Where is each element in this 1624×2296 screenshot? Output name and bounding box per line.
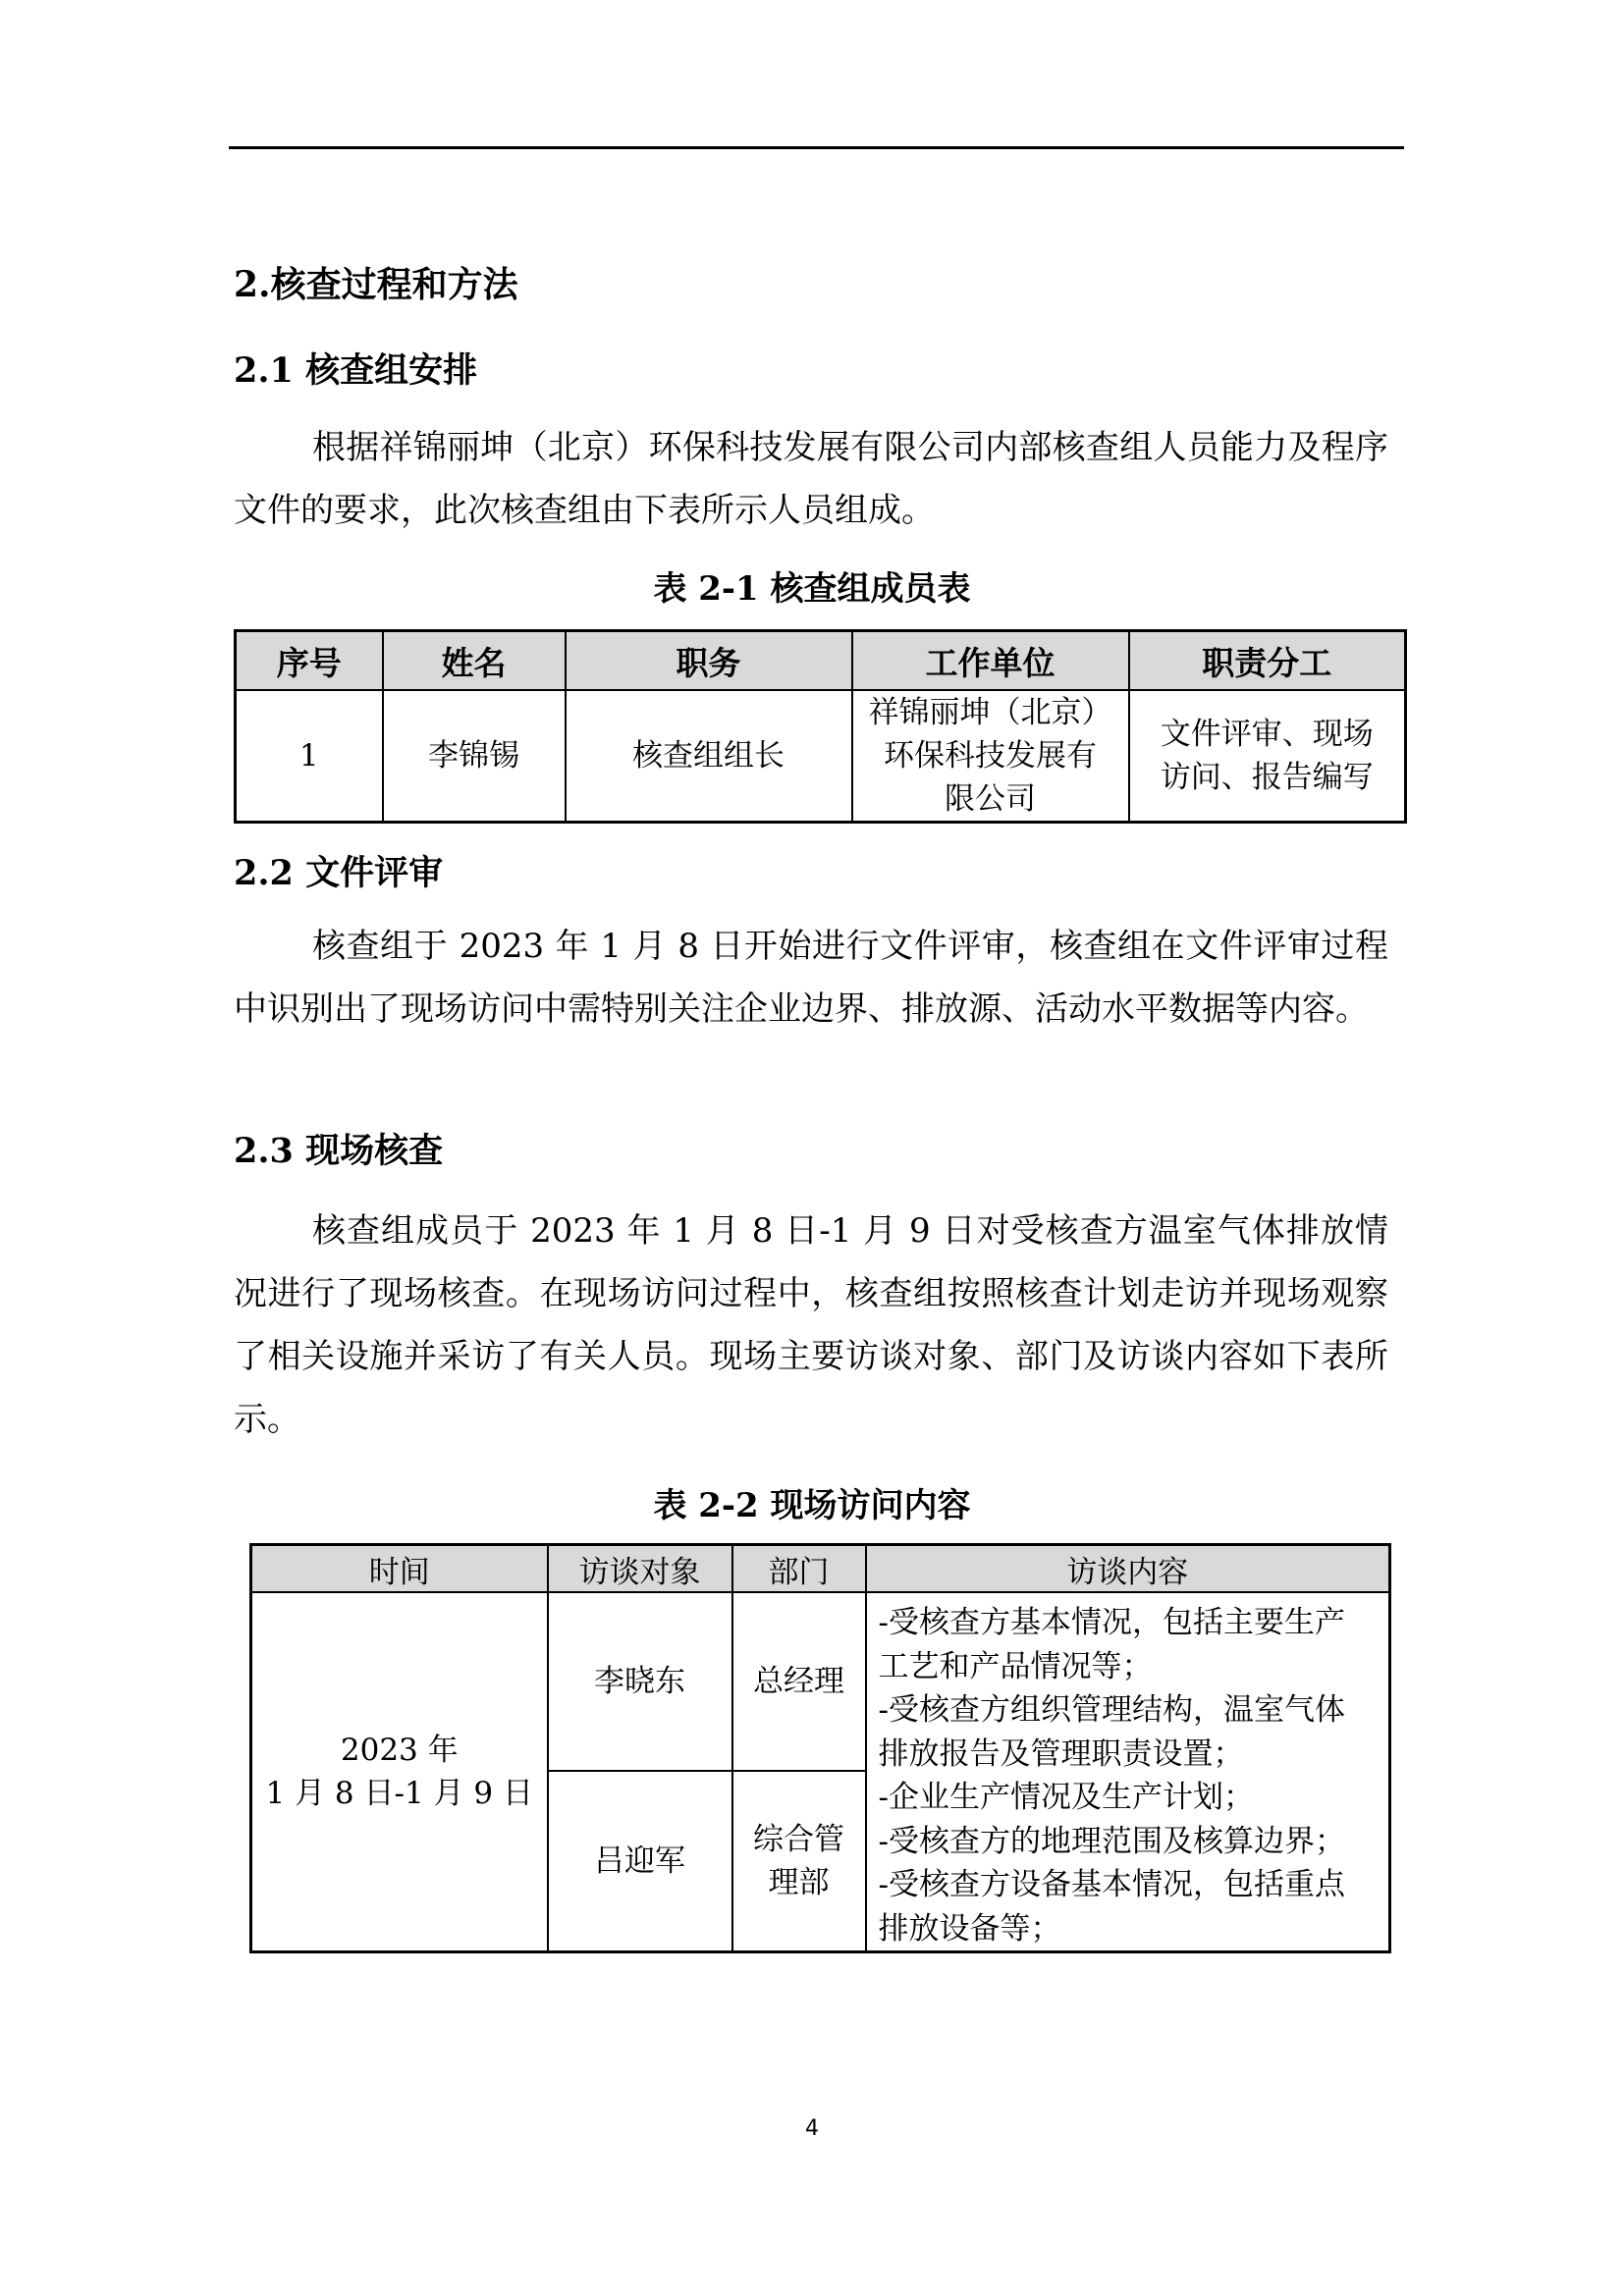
paragraph-2-3: 核查组成员于 2023 年 1 月 8 日-1 月 9 日对受核查方温室气体排放情况进行了现场核查。在现场访问过程中，核查组按照核查计划走访并现场观察了相关设施并采访了有关人员。现场主要访谈对象、部门及访谈内容如下表所示。 <box>234 1211 1388 1439</box>
paragraph-2-1: 根据祥锦丽坤（北京）环保科技发展有限公司内部核查组人员能力及程序文件的要求，此次核查组由下表所示人员组成。 <box>234 428 1388 530</box>
cell-dept-line: 综合管 <box>753 1822 844 1858</box>
heading-2-1: 2.1 核查组安排 <box>234 350 478 391</box>
cell-time-line: 1 月 8 日-1 月 9 日 <box>265 1776 533 1811</box>
content-line: 工艺和产品情况等； <box>878 1648 1153 1684</box>
col-header-time: 时间 <box>251 1545 548 1593</box>
cell-unit <box>852 690 1129 823</box>
cell-duty <box>1129 690 1406 823</box>
heading-2-2: 2.2 文件评审 <box>234 853 444 893</box>
content-line: -受核查方设备基本情况，包括重点 <box>878 1867 1345 1902</box>
content-line: -受核查方组织管理结构，温室气体 <box>878 1692 1345 1728</box>
table-row <box>236 690 1406 823</box>
cell-dept <box>732 1592 866 1771</box>
col-header-no: 序号 <box>236 631 383 691</box>
section-title: 2.核查过程和方法 <box>234 264 518 305</box>
cell-time-line: 2023 年 <box>340 1733 459 1768</box>
cell-duty-line: 文件评审、现场 <box>1160 717 1374 752</box>
cell-dept <box>732 1771 866 1951</box>
paragraph-2-2: 核查组于 2023 年 1 月 8 日开始进行文件评审，核查组在文件评审过程中识别出了现场访问中需特别关注企业边界、排放源、活动水平数据等内容。 <box>234 927 1388 1029</box>
content-line: -受核查方基本情况，包括主要生产 <box>878 1605 1345 1640</box>
team-table <box>234 629 1407 824</box>
visit-table <box>249 1543 1391 1953</box>
cell-interviewee: 李晓东 <box>548 1592 732 1771</box>
page-number: 4 <box>805 2116 819 2141</box>
cell-duty-line: 访问、报告编写 <box>1160 760 1374 795</box>
table-header-row <box>236 631 1406 691</box>
col-header-content: 访谈内容 <box>866 1545 1390 1593</box>
content-line: -受核查方的地理范围及核算边界； <box>878 1823 1345 1859</box>
cell-unit-line: 限公司 <box>945 781 1036 817</box>
cell-dept-line: 理部 <box>768 1865 830 1901</box>
col-header-interviewee: 访谈对象 <box>548 1545 732 1593</box>
col-header-dept: 部门 <box>732 1545 866 1593</box>
cell-unit-line: 祥锦丽坤（北京） <box>868 695 1112 730</box>
col-header-unit: 工作单位 <box>852 631 1129 691</box>
cell-time <box>251 1592 548 1952</box>
col-header-duty: 职责分工 <box>1129 631 1406 691</box>
col-header-role: 职务 <box>566 631 852 691</box>
col-header-name: 姓名 <box>383 631 566 691</box>
cell-content <box>866 1592 1390 1952</box>
cell-no: 1 <box>236 690 383 823</box>
content-line: -企业生产情况及生产计划； <box>878 1780 1254 1815</box>
table1-caption: 表 2-1 核查组成员表 <box>653 569 971 609</box>
table-row <box>251 1592 1390 1771</box>
header-rule <box>229 146 1404 149</box>
table2-caption: 表 2-2 现场访问内容 <box>653 1486 971 1525</box>
table-header-row <box>251 1545 1390 1593</box>
cell-interviewee: 吕迎军 <box>548 1771 732 1951</box>
cell-dept-line: 总经理 <box>753 1664 844 1700</box>
cell-role: 核查组组长 <box>566 690 852 823</box>
content-line: 排放设备等； <box>878 1910 1061 1947</box>
cell-unit-line: 环保科技发展有 <box>884 738 1097 774</box>
heading-2-3: 2.3 现场核查 <box>234 1131 444 1171</box>
content-line: 排放报告及管理职责设置； <box>878 1735 1244 1772</box>
cell-name: 李锦锡 <box>383 690 566 823</box>
